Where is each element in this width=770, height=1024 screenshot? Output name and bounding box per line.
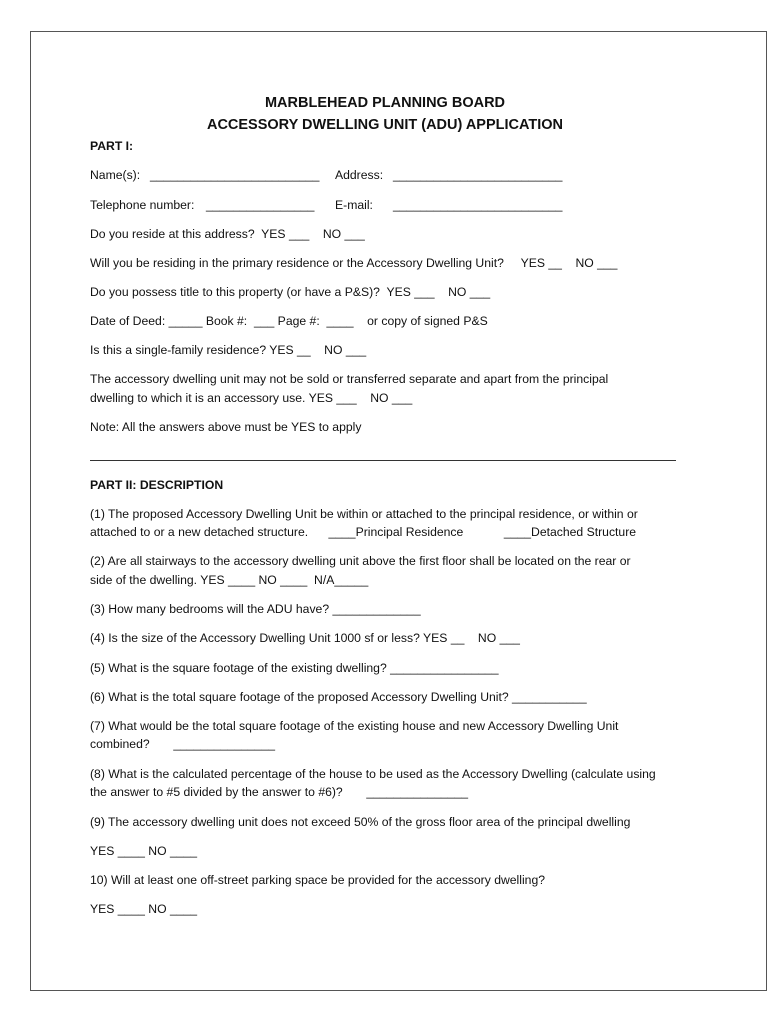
question-3[interactable]: (3) How many bedrooms will the ADU have? _____________ <box>90 602 421 616</box>
question-deed[interactable]: Date of Deed: _____ Book #: ___ Page #: ____ or copy of signed P&S <box>90 314 488 328</box>
question-sold-line2[interactable]: dwelling to which it is an accessory use. YES ___ NO ___ <box>90 391 413 405</box>
part2-heading: PART II: DESCRIPTION <box>90 478 224 492</box>
question-8-line1: (8) What is the calculated percentage of the house to be used as the Accessory Dwelling (calculate using <box>90 767 656 781</box>
section-divider <box>90 460 676 461</box>
question-1-line1: (1) The proposed Accessory Dwelling Unit be within or attached to the principal residence, or within or <box>90 507 638 521</box>
email-field[interactable]: _________________________ <box>393 198 563 212</box>
question-2-line1: (2) Are all stairways to the accessory dwelling unit above the first floor shall be located on the rear or <box>90 554 631 568</box>
question-reside[interactable]: Do you reside at this address? YES ___ NO ___ <box>90 227 365 241</box>
question-6[interactable]: (6) What is the total square footage of the proposed Accessory Dwelling Unit? ___________ <box>90 690 587 704</box>
question-title[interactable]: Do you possess title to this property (or have a P&S)? YES ___ NO ___ <box>90 285 491 299</box>
question-10-answer[interactable]: YES ____ NO ____ <box>90 902 198 916</box>
question-2-line2[interactable]: side of the dwelling. YES ____ NO ____ N/A_____ <box>90 573 369 587</box>
telephone-field[interactable]: ________________ <box>206 198 315 212</box>
question-4[interactable]: (4) Is the size of the Accessory Dwelling Unit 1000 sf or less? YES __ NO ___ <box>90 631 520 645</box>
question-5[interactable]: (5) What is the square footage of the existing dwelling? ________________ <box>90 661 499 675</box>
part1-heading: PART I: <box>90 139 134 153</box>
question-single-family[interactable]: Is this a single-family residence? YES __ NO ___ <box>90 343 367 357</box>
names-field[interactable]: _________________________ <box>150 168 320 182</box>
question-10: 10) Will at least one off-street parking space be provided for the accessory dwelling? <box>90 873 546 887</box>
question-7-line1: (7) What would be the total square footage of the existing house and new Accessory Dwelling Unit <box>90 719 619 733</box>
question-8-line2[interactable]: the answer to #5 divided by the answer to #6)? _______________ <box>90 785 469 799</box>
question-9: (9) The accessory dwelling unit does not exceed 50% of the gross floor area of the principal dwelling <box>90 815 631 829</box>
form-title-board: MARBLEHEAD PLANNING BOARD <box>264 95 506 111</box>
names-label: Name(s): <box>90 168 141 182</box>
email-label: E-mail: <box>335 198 373 212</box>
telephone-label: Telephone number: <box>90 198 195 212</box>
address-label: Address: <box>335 168 384 182</box>
question-7-line2[interactable]: combined? _______________ <box>90 737 275 751</box>
part1-note: Note: All the answers above must be YES to apply <box>90 420 362 434</box>
question-1-line2[interactable]: attached to or a new detached structure. ____Principal Residence ____Detached Structure <box>90 525 637 539</box>
address-field[interactable]: _________________________ <box>393 168 563 182</box>
question-residing[interactable]: Will you be residing in the primary residence or the Accessory Dwelling Unit? YES __ NO ___ <box>90 256 618 270</box>
question-sold-line1: The accessory dwelling unit may not be sold or transferred separate and apart from the principal <box>90 372 609 386</box>
form-title-application: ACCESSORY DWELLING UNIT (ADU) APPLICATION <box>206 117 564 133</box>
question-9-answer[interactable]: YES ____ NO ____ <box>90 844 198 858</box>
